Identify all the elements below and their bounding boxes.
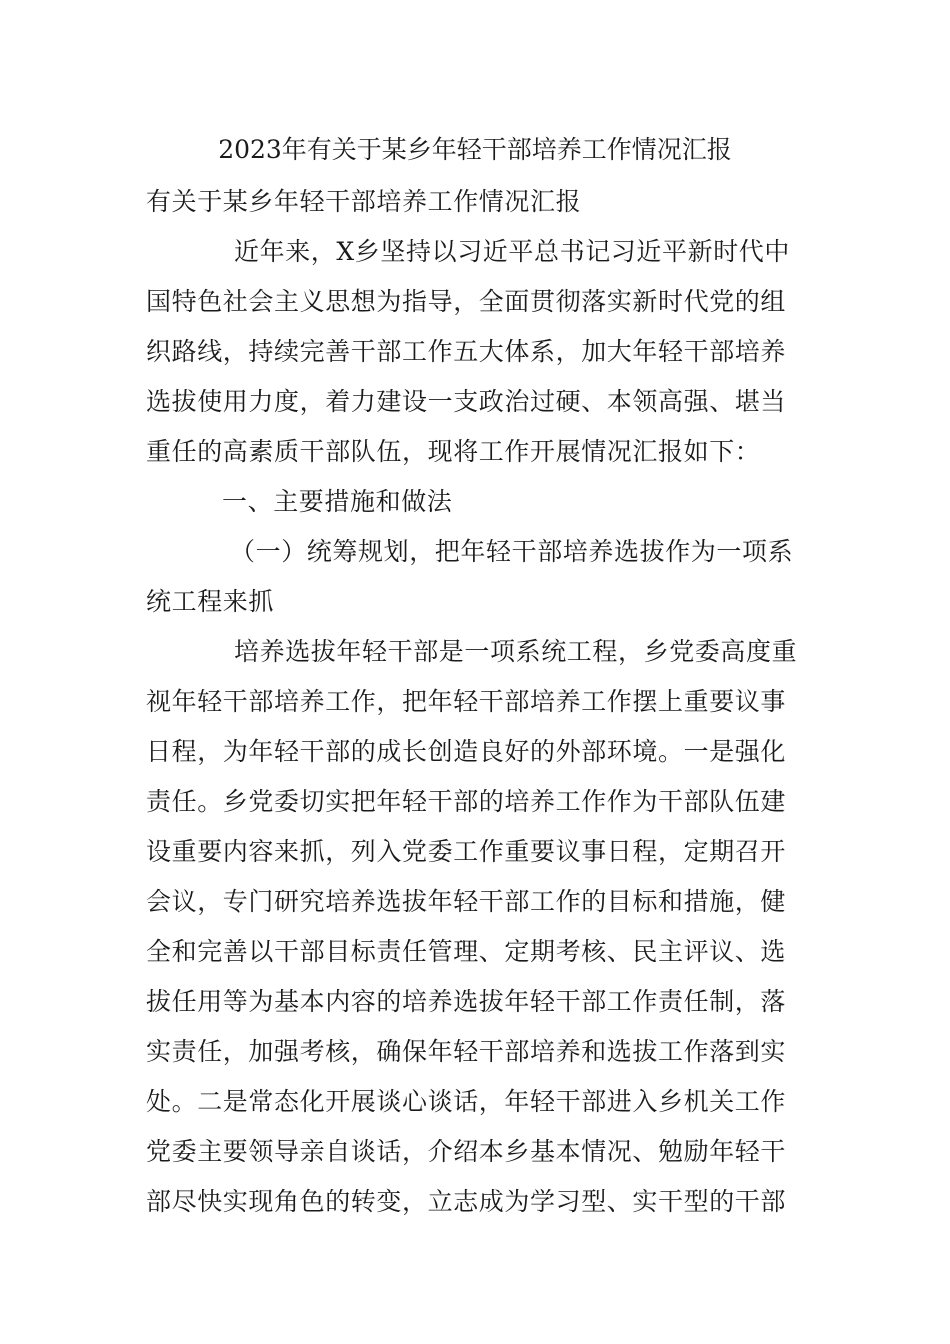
paragraph-line: 织路线，持续完善干部工作五大体系，加大年轻干部培养 xyxy=(146,337,787,366)
paragraph-line: 处。二是常态化开展谈心谈话，年轻干部进入乡机关工作 xyxy=(146,1087,787,1116)
paragraph-line: 党委主要领导亲自谈话，介绍本乡基本情况、勉励年轻干 xyxy=(146,1137,787,1166)
paragraph-line: 培养选拔年轻干部是一项系统工程，乡党委高度重 xyxy=(234,637,798,666)
paragraph-line: 重任的高素质干部队伍，现将工作开展情况汇报如下： xyxy=(146,437,761,466)
subsection-heading-continued: 统工程来抓 xyxy=(146,587,275,616)
subsection-heading: （一）统筹规划，把年轻干部培养选拔作为一项系 xyxy=(230,537,794,566)
paragraph-line: 责任。乡党委切实把年轻干部的培养工作作为干部队伍建 xyxy=(146,787,787,816)
section-heading: 一、主要措施和做法 xyxy=(222,487,453,516)
paragraph-line: 拔任用等为基本内容的培养选拔年轻干部工作责任制，落 xyxy=(146,987,787,1016)
paragraph-line: 部尽快实现角色的转变，立志成为学习型、实干型的干部 xyxy=(146,1187,787,1216)
paragraph-line: 选拔使用力度，着力建设一支政治过硬、本领高强、堪当 xyxy=(146,387,787,416)
paragraph-line: 全和完善以干部目标责任管理、定期考核、民主评议、选 xyxy=(146,937,787,966)
paragraph-line: 设重要内容来抓，列入党委工作重要议事日程，定期召开 xyxy=(146,837,787,866)
paragraph-line: 视年轻干部培养工作，把年轻干部培养工作摆上重要议事 xyxy=(146,687,787,716)
paragraph-line: 会议，专门研究培养选拔年轻干部工作的目标和措施，健 xyxy=(146,887,787,916)
paragraph-line: 近年来，X乡坚持以习近平总书记习近平新时代中 xyxy=(234,237,790,266)
document-title: 2023年有关于某乡年轻干部培养工作情况汇报 xyxy=(218,135,732,164)
paragraph-line: 日程，为年轻干部的成长创造良好的外部环境。一是强化 xyxy=(146,737,787,766)
document-subtitle: 有关于某乡年轻干部培养工作情况汇报 xyxy=(146,187,582,216)
paragraph-line: 实责任，加强考核，确保年轻干部培养和选拔工作落到实 xyxy=(146,1037,787,1066)
paragraph-line: 国特色社会主义思想为指导，全面贯彻落实新时代党的组 xyxy=(146,287,787,316)
